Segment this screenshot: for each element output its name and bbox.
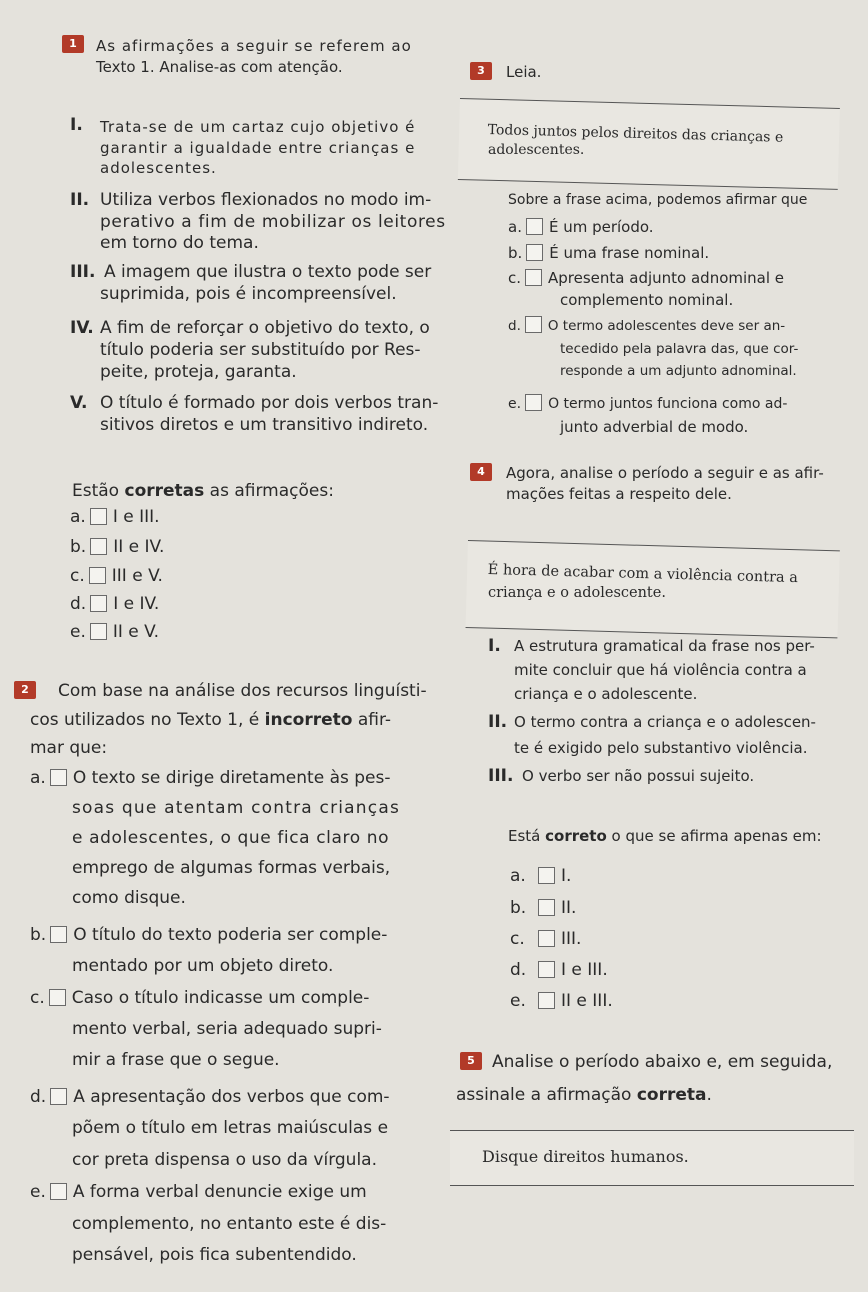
q1-option-b[interactable]: b. II e IV. <box>70 537 165 557</box>
checkbox[interactable] <box>538 867 555 884</box>
q4-option-c[interactable]: c. III. <box>510 929 582 949</box>
q2-option-b-line2: mentado por um objeto direto. <box>72 956 334 976</box>
q4-statement-2-roman: II. <box>488 712 508 732</box>
q1-intro-line1: As afirmações a seguir se referem ao <box>96 37 412 55</box>
q4-statement-3-roman: III. <box>488 766 514 786</box>
q4-statement-3-line1: O verbo ser não possui sujeito. <box>522 767 755 785</box>
q3-option-d[interactable]: d. O termo adolescentes deve ser an- <box>508 318 786 334</box>
checkbox[interactable] <box>90 623 107 640</box>
q5-intro-line1: Analise o período abaixo e, em seguida, <box>492 1052 833 1072</box>
q1-statement-3-roman: III. <box>70 262 96 282</box>
question-2-number: 2 <box>14 681 36 699</box>
q2-option-d-line2: põem o título em letras maiúsculas e <box>72 1118 389 1138</box>
checkbox[interactable] <box>50 769 67 786</box>
q3-option-c[interactable]: c. Apresenta adjunto adnominal e <box>508 269 785 287</box>
checkbox[interactable] <box>525 316 542 333</box>
q4-statement-2-line2: te é exigido pelo substantivo violência. <box>514 739 808 757</box>
q5-intro-line2: assinale a afirmação correta. <box>456 1085 712 1105</box>
q4-intro-line2: mações feitas a respeito dele. <box>506 485 732 503</box>
q1-statement-3-line1: A imagem que ilustra o texto pode ser <box>104 262 432 282</box>
question-1-number: 1 <box>62 35 84 53</box>
q3-quote-line2: adolescentes. <box>488 142 585 158</box>
checkbox[interactable] <box>538 992 555 1009</box>
q1-statement-5-line1: O título é formado por dois verbos tran- <box>100 393 439 413</box>
q1-statement-3-line2: suprimida, pois é incompreensível. <box>100 284 397 304</box>
q3-option-a[interactable]: a. É um período. <box>508 218 654 236</box>
q2-option-d-line3: cor preta dispensa o uso da vírgula. <box>72 1150 378 1170</box>
q1-statement-4-roman: IV. <box>70 318 94 338</box>
q4-statement-1-line3: criança e o adolescente. <box>514 685 698 703</box>
q2-option-c-line2: mento verbal, seria adequado supri- <box>72 1019 382 1039</box>
q4-quote-line2: criança e o adolescente. <box>488 585 666 601</box>
q4-prompt: Está correto o que se afirma apenas em: <box>508 827 822 845</box>
q1-statement-1-roman: I. <box>70 115 83 135</box>
checkbox[interactable] <box>89 567 106 584</box>
q2-option-a-line2: soas que atentam contra crianças <box>72 798 400 818</box>
checkbox[interactable] <box>50 1183 67 1200</box>
q1-option-e[interactable]: e. II e V. <box>70 622 160 642</box>
q3-option-b[interactable]: b. É uma frase nominal. <box>508 244 710 262</box>
q3-prompt: Sobre a frase acima, podemos afirmar que <box>508 192 808 208</box>
question-4-number: 4 <box>470 463 492 481</box>
q1-statement-4-line2: título poderia ser substituído por Res- <box>100 340 421 360</box>
q2-option-b[interactable]: b. O título do texto poderia ser comple- <box>30 925 388 945</box>
q1-statement-5-roman: V. <box>70 393 88 413</box>
checkbox[interactable] <box>526 218 543 235</box>
q3-intro: Leia. <box>506 63 542 81</box>
q2-option-e[interactable]: e. A forma verbal denuncie exige um <box>30 1182 367 1202</box>
q5-quote: Disque direitos humanos. <box>482 1147 689 1166</box>
q3-option-c-line2: complemento nominal. <box>560 291 734 309</box>
q1-option-d[interactable]: d. I e IV. <box>70 594 160 614</box>
q4-statement-2-line1: O termo contra a criança e o adolescen- <box>514 713 816 731</box>
q1-statement-4-line1: A fim de reforçar o objetivo do texto, o <box>100 318 430 338</box>
q4-option-e[interactable]: e. II e III. <box>510 991 613 1011</box>
q1-statement-2-line2: perativo a fim de mobilizar os leitores <box>100 212 446 232</box>
q3-option-d-line3: responde a um adjunto adnominal. <box>560 363 797 379</box>
checkbox[interactable] <box>90 508 107 525</box>
q1-statement-1-line1: Trata-se de um cartaz cujo objetivo é <box>100 118 416 136</box>
q4-option-b[interactable]: b. II. <box>510 898 577 918</box>
question-3-number: 3 <box>470 62 492 80</box>
checkbox[interactable] <box>525 394 542 411</box>
q4-statement-1-line2: mite concluir que há violência contra a <box>514 661 807 679</box>
q2-option-e-line2: complemento, no entanto este é dis- <box>72 1214 387 1234</box>
q2-option-a-line3: e adolescentes, o que fica claro no <box>72 828 390 848</box>
q1-statement-2-line1: Utiliza verbos flexionados no modo im- <box>100 190 432 210</box>
q1-option-a[interactable]: a. I e III. <box>70 507 160 527</box>
q1-statement-1-line3: adolescentes. <box>100 159 217 177</box>
q1-option-c[interactable]: c. III e V. <box>70 566 163 586</box>
q4-option-a[interactable]: a. I. <box>510 866 572 886</box>
q3-quote-line1: Todos juntos pelos direitos das crianças e <box>487 121 784 146</box>
q2-intro-line3: mar que: <box>30 738 108 758</box>
checkbox[interactable] <box>50 1088 67 1105</box>
q4-statement-1-roman: I. <box>488 636 501 656</box>
q3-option-e-line2: junto adverbial de modo. <box>560 418 749 436</box>
q1-statement-4-line3: peite, proteja, garanta. <box>100 362 297 382</box>
q4-intro-line1: Agora, analise o período a seguir e as afir- <box>506 464 824 482</box>
checkbox[interactable] <box>49 989 66 1006</box>
q1-statement-1-line2: garantir a igualdade entre crianças e <box>100 139 416 157</box>
checkbox[interactable] <box>90 538 107 555</box>
checkbox[interactable] <box>526 244 543 261</box>
q1-statement-2-line3: em torno do tema. <box>100 233 259 253</box>
q3-option-d-line2: tecedido pela palavra das, que cor- <box>560 341 799 357</box>
q2-option-a-line4: emprego de algumas formas verbais, <box>72 858 391 878</box>
q4-quote-line1: É hora de acabar com a violência contra a <box>487 561 799 587</box>
checkbox[interactable] <box>50 926 67 943</box>
q2-option-c[interactable]: c. Caso o título indicasse um comple- <box>30 988 370 1008</box>
q4-option-d[interactable]: d. I e III. <box>510 960 608 980</box>
checkbox[interactable] <box>525 269 542 286</box>
q2-option-d[interactable]: d. A apresentação dos verbos que com- <box>30 1087 390 1107</box>
q3-option-e[interactable]: e. O termo juntos funciona como ad- <box>508 396 788 412</box>
q2-intro-line1: Com base na análise dos recursos linguísti- <box>58 681 427 701</box>
q2-intro-line2: cos utilizados no Texto 1, é incorreto afir- <box>30 710 392 730</box>
q1-intro-line2: Texto 1. Analise-as com atenção. <box>96 58 343 76</box>
q1-statement-2-roman: II. <box>70 190 90 210</box>
checkbox[interactable] <box>538 899 555 916</box>
checkbox[interactable] <box>90 595 107 612</box>
checkbox[interactable] <box>538 961 555 978</box>
q2-option-c-line3: mir a frase que o segue. <box>72 1050 280 1070</box>
q1-prompt: Estão corretas as afirmações: <box>72 481 334 501</box>
q1-statement-5-line2: sitivos diretos e um transitivo indireto. <box>100 415 429 435</box>
q2-option-a[interactable]: a. O texto se dirige diretamente às pes- <box>30 768 391 788</box>
q2-option-e-line3: pensável, pois fica subentendido. <box>72 1245 357 1265</box>
q2-option-a-line5: como disque. <box>72 888 186 908</box>
q4-statement-1-line1: A estrutura gramatical da frase nos per- <box>514 637 815 655</box>
checkbox[interactable] <box>538 930 555 947</box>
question-5-number: 5 <box>460 1052 482 1070</box>
